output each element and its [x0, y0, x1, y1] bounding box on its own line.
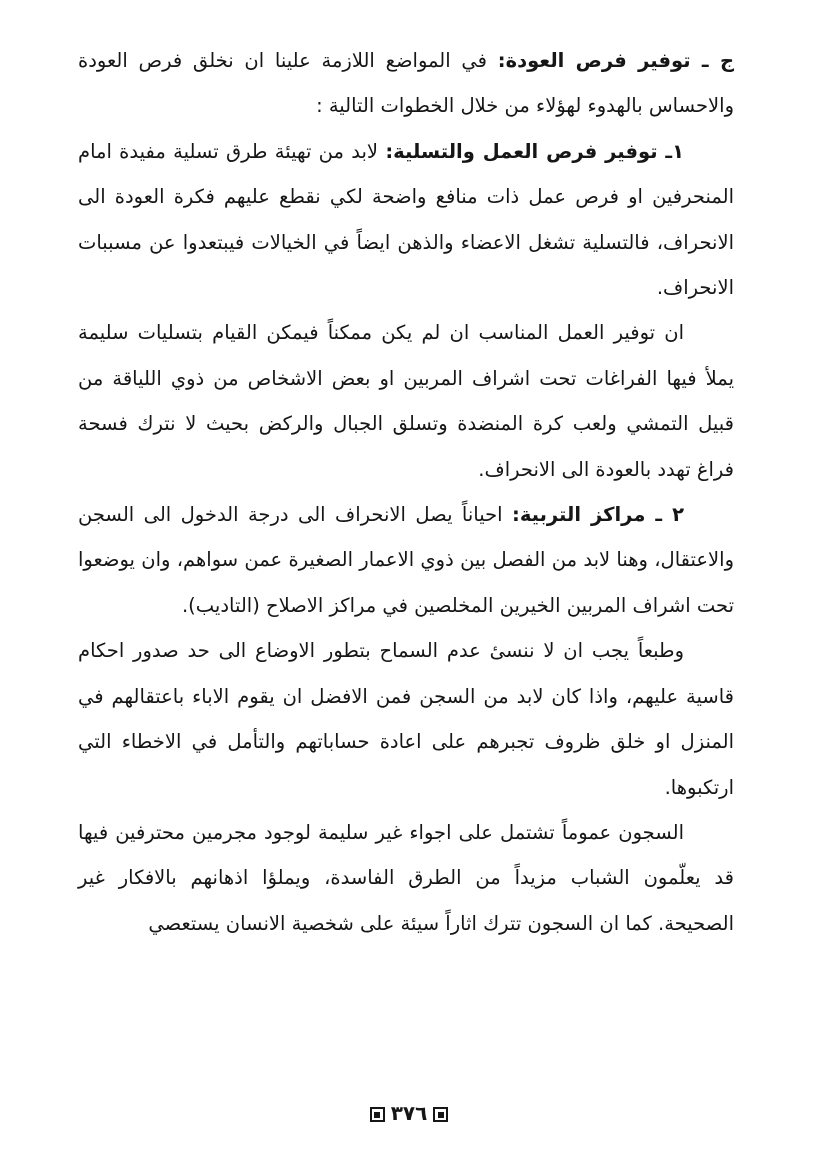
paragraph-return-opportunities: [78, 38, 734, 129]
body-text: [78, 38, 734, 946]
paragraph-work-and-recreation: [78, 129, 734, 311]
heading-education-centers: ٢ ـ مراكز التربية:: [512, 503, 684, 527]
paragraph-alternatives: [78, 310, 734, 492]
paragraph-prisons: [78, 810, 734, 946]
paragraph-text: ان توفير العمل المناسب ان لم يكن ممكناً فيمكن القيام بتسليات سليمة يملأ فيها الفراغات تحت اشراف المربين او بعض الاشخاص من ذوي اللياقة من قبيل التمشي ولعب كرة المنضدة وتسلق الجبال والركض بحيث لا نترك فسحة فراغ تهدد بالعودة الى الانحراف.: [78, 321, 734, 481]
paragraph-education-centers: [78, 492, 734, 628]
paragraph-text: السجون عموماً تشتمل على اجواء غير سليمة لوجود مجرمين محترفين فيها قد يعلّمون الشباب مزيداً من الطرق الفاسدة، ويملؤا اذهانهم بالافكار غير الصحيحة. كما ان السجون تترك اثاراً سيئة على شخصية الانسان يستعصي: [78, 820, 734, 935]
paragraph-text: احياناً يصل الانحراف الى درجة الدخول الى السجن والاعتقال، وهنا لابد من الفصل بين ذوي الاعمار الصغيرة عمن سواهم، وان يوضعوا تحت اشراف المربين الخيرين المخلصين في مراكز الاصلاح (التاديب).: [78, 503, 734, 617]
page-footer: [0, 1101, 818, 1125]
heading-work-and-recreation: ١ـ توفير فرص العمل والتسلية:: [385, 139, 684, 163]
paragraph-text: في المواضع اللازمة علينا ان نخلق فرص العودة والاحساس بالهدوء لهؤلاء من خلال الخطوات التالية :: [78, 49, 734, 118]
paragraph-text: وطبعاً يجب ان لا ننسىٔ عدم السماح بتطور الاوضاع الى حد صدور احكام قاسية عليهم، واذا كان لابد من السجن فمن الافضل ان يقوم الاباء باعتقالهم في المنزل او خلق ظروف تجبرهم على اعادة حساباتهم والتأمل في الاخطاء التي ارتكبوها.: [78, 639, 734, 799]
ornament-square-icon: [370, 1107, 385, 1122]
heading-return-opportunities: ج ـ توفير فرص العودة:: [497, 49, 735, 72]
page-number: ٣٧٦: [390, 1101, 428, 1125]
paragraph-sentences: [78, 628, 734, 810]
paragraph-text: لابد من تهيئة طرق تسلية مفيدة امام المنحرفين او فرص عمل ذات منافع واضحة لكي نقطع عليهم فكرة العودة الى الانحراف، فالتسلية تشغل الاعضاء والذهن ايضاً في الخيالات فيبتعدوا عن مسببات الانحراف.: [78, 139, 734, 300]
ornament-square-icon: [433, 1107, 448, 1122]
